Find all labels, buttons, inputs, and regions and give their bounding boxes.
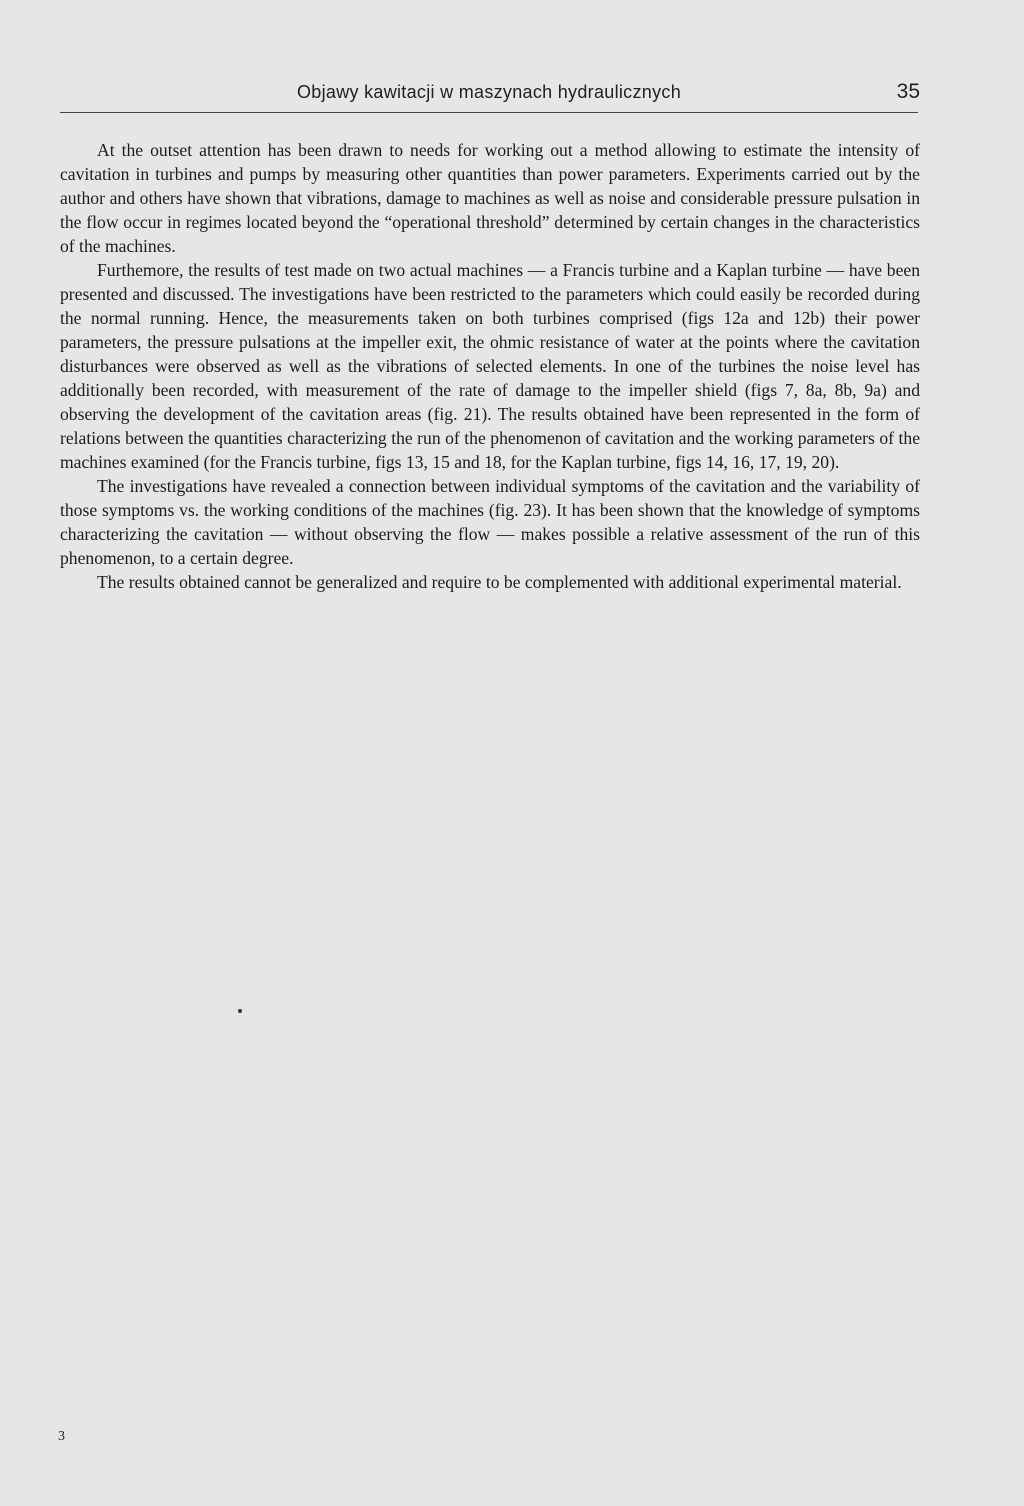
paragraph-3: The investigations have revealed a connection between individual symptoms of the cavitation and the variability of those symptoms vs. the working conditions of the machines (fig. 23). It has been shown that the knowledge of symptoms characterizing the cavitation — without observing the flow — makes possible a relative assessment of the run of this phenomenon, to a certain degree. bbox=[60, 476, 920, 568]
paragraph-4: The results obtained cannot be generalized and require to be complemented with additional experimental material. bbox=[97, 572, 902, 592]
paragraph-1: At the outset attention has been drawn to needs for working out a method allowing to estimate the intensity of cavitation in turbines and pumps by measuring other quantities than power parameters. Experiments carried out by the author and others have shown that vibrations, damage to machines as well as noise and considerable pressure pulsation in the flow occur in regimes located beyond the “operational threshold” determined by certain changes in the characteristics of the machines. bbox=[60, 140, 920, 256]
ink-speck bbox=[238, 1009, 242, 1013]
paragraph-2: Furthemore, the results of test made on two actual machines — a Francis turbine and a Kaplan turbine — have been presented and discussed. The investigations have been restricted to the parameters which could easily be recorded during the normal running. Hence, the measurements taken on both turbines comprised (figs 12a and 12b) their power parameters, the pressure pulsations at the impeller exit, the ohmic resistance of water at the points where the cavitation disturbances were observed as well as the vibrations of selected elements. In one of the turbines the noise level has additionally been recorded, with measurement of the rate of damage to the impeller shield (figs 7, 8a, 8b, 9a) and observing the development of the cavitation areas (fig. 21). The results obtained have been represented in the form of relations between the quantities characterizing the run of the phenomenon of cavitation and the working parameters of the machines examined (for the Francis turbine, figs 13, 15 and 18, for the Kaplan turbine, figs 14, 16, 17, 19, 20). bbox=[60, 260, 920, 472]
signature-mark: 3 bbox=[58, 1429, 65, 1444]
running-title: Objawy kawitacji w maszynach hydraulicznych bbox=[296, 82, 682, 102]
body-text bbox=[60, 138, 920, 594]
running-header bbox=[60, 80, 918, 113]
page-number: 35 bbox=[896, 80, 920, 103]
